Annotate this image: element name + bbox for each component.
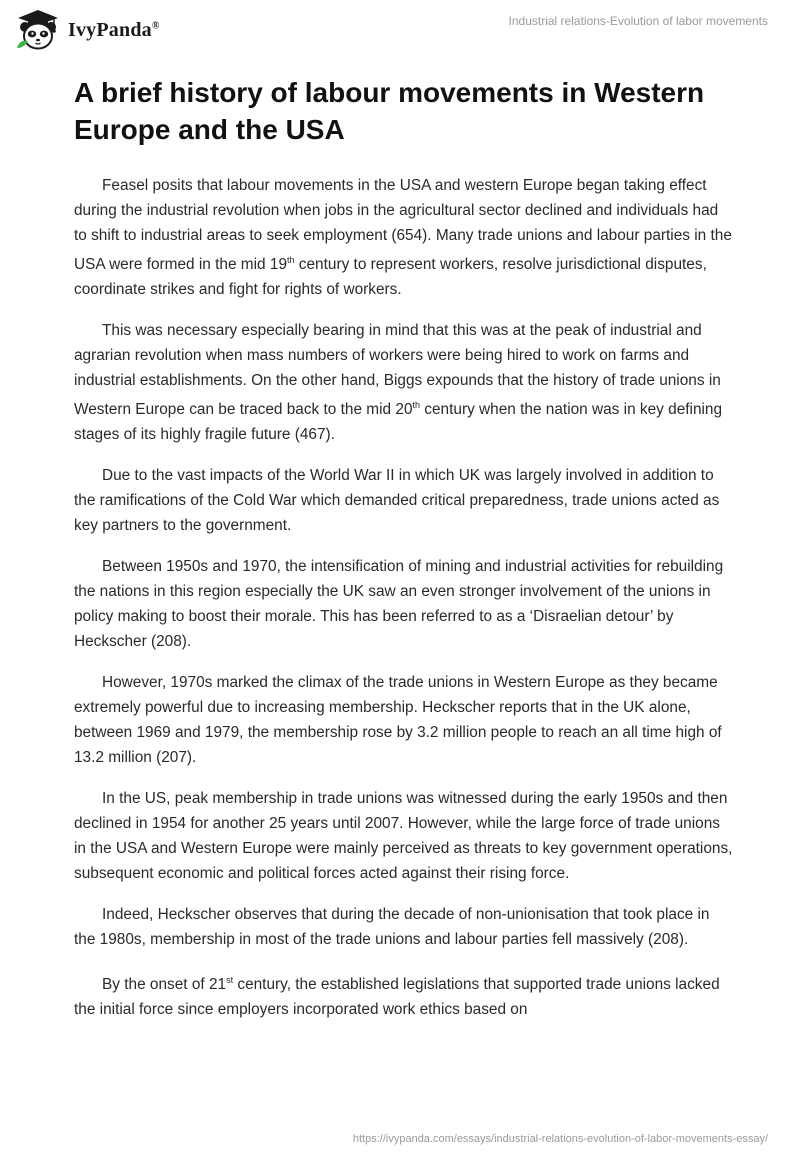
article-body [74,173,734,1038]
paragraph-text: Due to the vast impacts of the World War II in which UK was largely involved in addition to the ramifications of the Cold War which demanded critical preparedness, trade unions acted as key partners to the government. [74,467,720,535]
article-paragraph [74,968,734,1022]
ordinal-superscript: st [226,975,234,986]
ordinal-superscript: th [287,255,295,265]
document-title-header: Industrial relations-Evolution of labor movements [508,14,768,28]
ivypanda-logo[interactable] [14,8,160,52]
paragraph-text: This was necessary especially bearing in mind that this was at the peak of industrial and agrarian revolution when mass numbers of workers were being hired to work on farms and industrial establishments. On the other hand, Biggs expounds that the history of trade unions in Western Europe can be traced back to the mid 20 [74,322,721,419]
source-url[interactable]: https://ivypanda.com/essays/industrial-relations-evolution-of-labor-movements-essay/ [352,1133,768,1145]
article-paragraph [74,173,734,302]
article-title: A brief history of labour movements in Western Europe and the USA [74,77,705,145]
paragraph-text: By the onset of 21 [102,976,227,994]
paragraph-text: Between 1950s and 1970, the intensification of mining and industrial activities for rebuilding the nations in this region especially the UK saw an even stronger involvement of the unions in policy making to boost their morale. This has been referred to as a ‘Disraelian detour’ by Heckscher (208). [74,558,724,651]
paragraph-text: However, 1970s marked the climax of the trade unions in Western Europe as they became extremely powerful due to increasing membership. Heckscher reports that in the UK alone, between 1969 and 1979, the membership rose by 3.2 million people to reach an all time high of 13.2 million (207). [74,674,722,767]
article-paragraph [74,463,734,538]
panda-graduate-icon [14,8,62,52]
brand-name: IvyPanda® [68,18,160,41]
article-paragraph [74,318,734,447]
article-paragraph [74,902,734,952]
page-header [0,0,800,60]
article-paragraph [74,670,734,770]
paragraph-text: In the US, peak membership in trade unions was witnessed during the early 1950s and then declined in 1954 for another 25 years until 2007. However, while the large force of trade unions in the USA and Western Europe were mainly perceived as threats to key government operations, subsequent economic and political forces acted against their rising force. [74,790,733,883]
ordinal-superscript: th [412,400,421,411]
paragraph-text: century, the established legislations that supported trade unions lacked the initial force since employers incorporated work ethics based on [74,976,720,1019]
paragraph-text: century to represent workers, resolve jurisdictional disputes, coordinate strikes and fight for rights of workers. [74,256,707,299]
paragraph-text: century when the nation was in key defining stages of its highly fragile future (467). [74,401,723,444]
article-paragraph [74,554,734,654]
article-paragraph [74,786,734,886]
paragraph-text: Feasel posits that labour movements in the USA and western Europe began taking effect during the industrial revolution when jobs in the agricultural sector declined and individuals had to shift to industrial areas to seek employment (654). Many trade unions and labour parties in the USA were formed in the mid 19 [74,177,732,274]
paragraph-text: Indeed, Heckscher observes that during the decade of non-unionisation that took place in the 1980s, membership in most of the trade unions and labour parties fell massively (208). [74,906,710,949]
